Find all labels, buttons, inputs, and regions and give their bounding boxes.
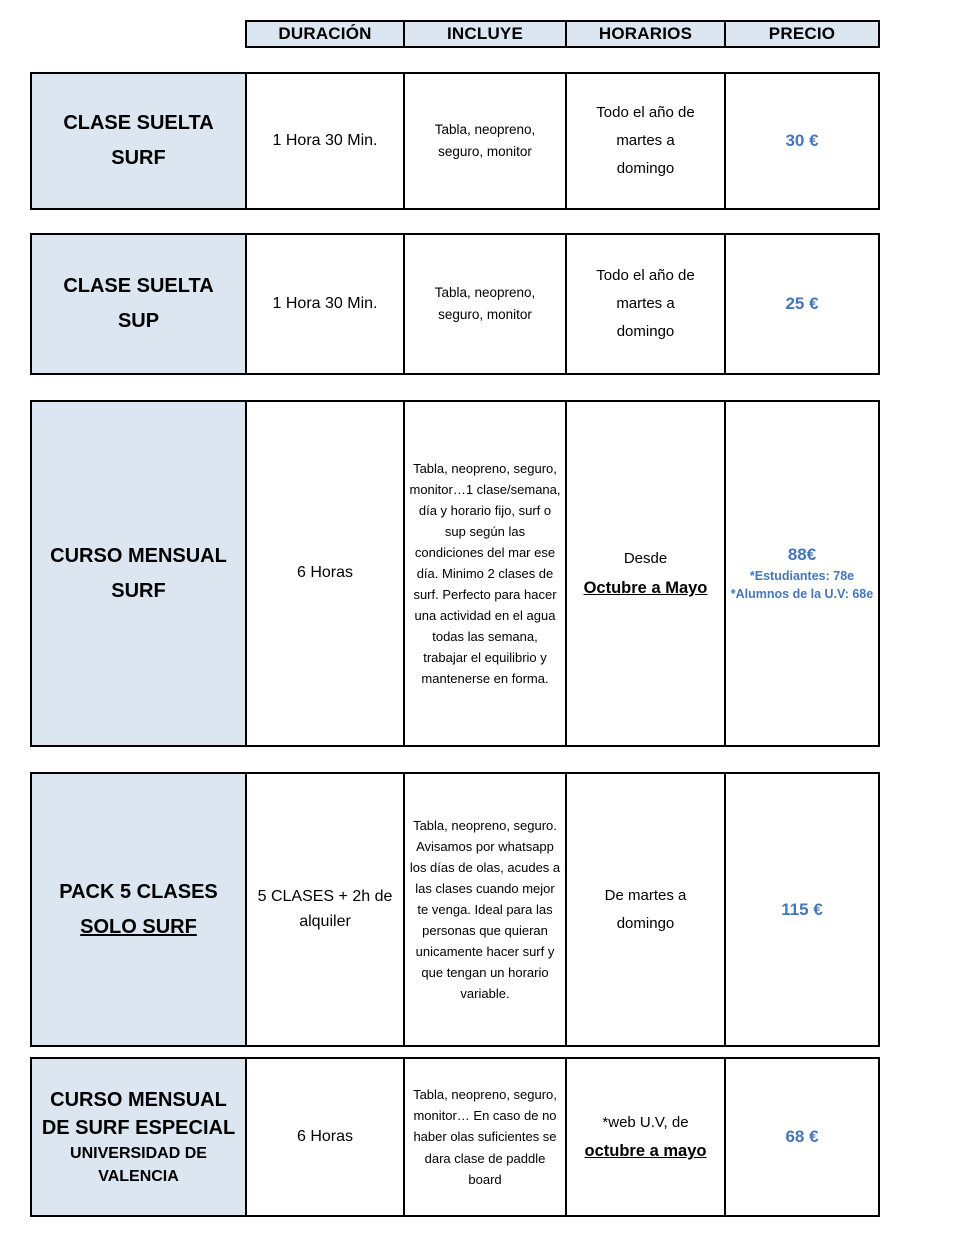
course-name-line: CURSO MENSUAL xyxy=(50,1088,227,1111)
price-value: 115 € xyxy=(781,899,823,919)
includes-value: Tabla, neopreno, seguro. Avisamos por whatsapp los días de olas, acudes a las clases cuando mejor te venga. Ideal para las personas que quieran unicamente hacer surf y que tengan un horario variable. xyxy=(409,817,561,1002)
course-name-subline: UNIVERSIDAD DE xyxy=(70,1144,207,1162)
course-name-subline: VALENCIA xyxy=(98,1168,179,1185)
price-value: 25 € xyxy=(785,294,819,314)
header-duracion: DURACIÓN xyxy=(278,24,372,43)
duration-value: 1 Hora 30 Min. xyxy=(272,294,378,312)
schedule-emphasis: octubre a mayo xyxy=(584,1142,707,1161)
price-cell xyxy=(724,774,878,1045)
schedule-value: Todo el año de martes a domingo xyxy=(596,104,695,177)
price-value: 68 € xyxy=(785,1127,819,1147)
schedule-cell xyxy=(565,402,724,745)
includes-value: Tabla, neopreno, seguro, monitor…1 clase/semana, día y horario fijo, surf o sup según las condiciones del mar ese día. Minimo 2 clases de surf. Perfecto para hacer una actividad en el agua todas las semana, trabajar el equilibrio y mantenerse en forma. xyxy=(409,460,561,687)
course-name-cell xyxy=(32,774,245,1045)
includes-cell xyxy=(403,235,565,373)
price-value: 30 € xyxy=(785,131,819,151)
course-name-cell xyxy=(32,74,245,208)
course-name-line: CLASE SUELTA xyxy=(63,112,214,134)
course-name-line-underlined: SOLO SURF xyxy=(80,915,197,938)
header-incluye: INCLUYE xyxy=(403,22,565,46)
duration-value: 6 Horas xyxy=(296,1127,354,1145)
price-value: 88€ xyxy=(787,544,817,564)
course-name-line: SUP xyxy=(117,310,160,332)
header-precio: PRECIO xyxy=(724,22,878,46)
includes-value: Tabla, neopreno, seguro, monitor… En caso de no haber olas suficientes se dara clase de paddle board xyxy=(413,1087,557,1187)
price-cell xyxy=(724,74,878,208)
duration-cell xyxy=(245,402,403,745)
price-cell xyxy=(724,235,878,373)
course-name-line: SURF xyxy=(111,579,166,602)
row-clase-suelta-surf xyxy=(30,72,880,210)
includes-value: Tabla, neopreno, seguro, monitor xyxy=(434,285,536,322)
includes-cell xyxy=(403,1059,565,1215)
schedule-cell xyxy=(565,235,724,373)
includes-cell xyxy=(403,402,565,745)
includes-cell xyxy=(403,74,565,208)
course-name-line: SURF xyxy=(111,147,166,169)
duration-value: 6 Horas xyxy=(296,564,354,582)
row-curso-mensual-especial-uv xyxy=(30,1057,880,1217)
row-curso-mensual-surf xyxy=(30,400,880,747)
price-cell xyxy=(724,1059,878,1215)
duration-cell xyxy=(245,235,403,373)
schedule-cell xyxy=(565,1059,724,1215)
includes-value: Tabla, neopreno, seguro, monitor xyxy=(434,122,536,159)
price-table-header xyxy=(245,20,880,48)
duration-cell xyxy=(245,1059,403,1215)
course-name-line: PACK 5 CLASES xyxy=(59,880,218,903)
duration-cell xyxy=(245,74,403,208)
schedule-emphasis: Octubre a Mayo xyxy=(583,578,708,597)
schedule-cell xyxy=(565,774,724,1045)
course-name-line: CURSO MENSUAL xyxy=(50,544,227,567)
includes-cell xyxy=(403,774,565,1045)
price-note-uv-alumni: *Alumnos de la U.V: 68e xyxy=(730,587,874,602)
schedule-prefix: Desde xyxy=(623,550,668,568)
course-name-cell xyxy=(32,402,245,745)
course-name-cell xyxy=(32,1059,245,1215)
row-pack-5-clases xyxy=(30,772,880,1047)
schedule-cell xyxy=(565,74,724,208)
duration-cell xyxy=(245,774,403,1045)
schedule-value: De martes a domingo xyxy=(604,886,687,932)
price-cell xyxy=(724,402,878,745)
course-name-cell xyxy=(32,235,245,373)
schedule-value: Todo el año de martes a domingo xyxy=(596,267,695,340)
header-horarios: HORARIOS xyxy=(565,22,724,46)
course-name-line: CLASE SUELTA xyxy=(63,275,214,297)
schedule-prefix: *web U.V, de xyxy=(602,1113,689,1131)
duration-value: 1 Hora 30 Min. xyxy=(272,131,378,149)
price-note-students: *Estudiantes: 78e xyxy=(749,568,855,583)
duration-value: 5 CLASES + 2h de alquiler xyxy=(257,887,393,930)
row-clase-suelta-sup xyxy=(30,233,880,375)
course-name-line: DE SURF ESPECIAL xyxy=(41,1116,236,1139)
